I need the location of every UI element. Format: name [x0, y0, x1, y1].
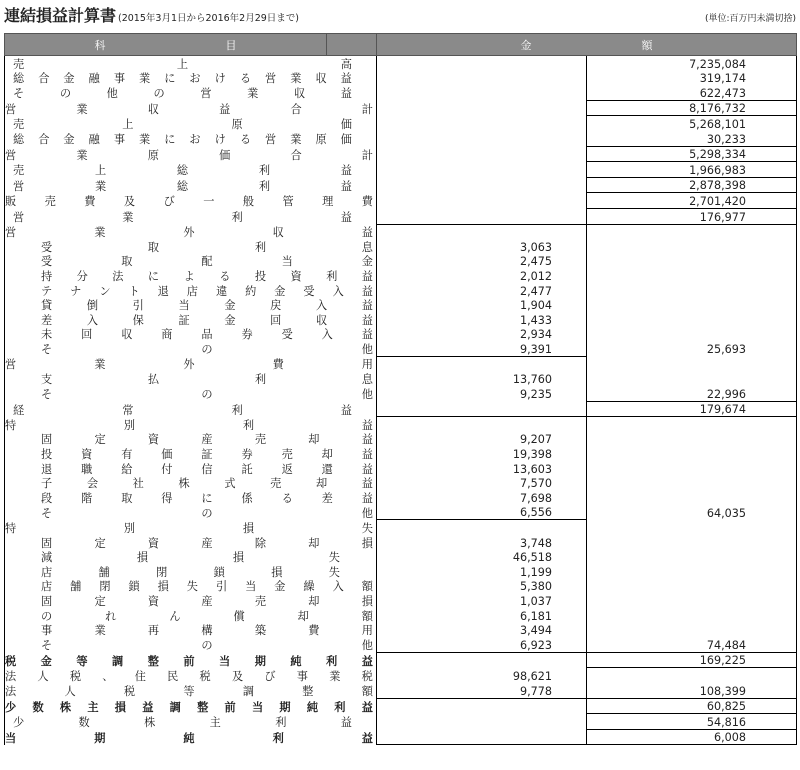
- line-amount-cell: [377, 162, 587, 178]
- table-row: [5, 341, 797, 356]
- line-amount-cell: 7,570: [377, 476, 587, 491]
- line-amount-cell: 1,904: [377, 298, 587, 313]
- total-amount-cell: [587, 432, 797, 447]
- table-row: [5, 668, 797, 683]
- unit-note: (単位:百万円未満切捨): [704, 14, 796, 24]
- row-label-cell: [5, 446, 377, 461]
- row-label-cell: [5, 100, 377, 116]
- row-label: 店 舗 閉 鎖 損 失 引 当 金 繰 入 額: [41, 580, 373, 594]
- table-row: [5, 608, 797, 623]
- row-label: 固 定 資 産 売 却 益: [41, 433, 373, 447]
- total-amount-cell: 74,484: [587, 637, 797, 652]
- row-label-cell: [5, 417, 377, 432]
- row-label: 税 金 等 調 整 前 当 期 純 利 益: [5, 654, 373, 668]
- table-header-row: [5, 34, 797, 56]
- row-label: 販 売 費 及 び 一 般 管 理 費: [5, 195, 373, 209]
- row-label-cell: [5, 193, 377, 209]
- table-row: [5, 85, 797, 100]
- table-row: [5, 623, 797, 638]
- line-amount-cell: [377, 652, 587, 668]
- row-label-cell: [5, 535, 377, 550]
- table-row: [5, 386, 797, 401]
- row-label: 営 業 外 費 用: [5, 358, 373, 372]
- fiscal-period: (2015年3月1日から2016年2月29日まで): [118, 13, 300, 24]
- table-row: [5, 177, 797, 193]
- table-row: [5, 131, 797, 146]
- row-label: 段 階 取 得 に 係 る 差 益: [41, 491, 373, 505]
- total-amount-cell: [587, 312, 797, 327]
- row-label: 店 舗 閉 鎖 損 失: [41, 565, 340, 579]
- line-amount-cell: 1,433: [377, 312, 587, 327]
- line-amount-cell: [377, 417, 587, 432]
- total-amount-cell: 25,693: [587, 341, 797, 356]
- row-label: 売 上 高: [13, 57, 352, 71]
- row-label: 売 上 原 価: [13, 117, 352, 131]
- row-label-cell: [5, 550, 377, 565]
- line-amount-cell: 5,380: [377, 579, 587, 594]
- line-amount-cell: 3,748: [377, 535, 587, 550]
- row-label-cell: [5, 239, 377, 254]
- total-amount-cell: 2,878,398: [587, 177, 797, 193]
- table-row: [5, 593, 797, 608]
- total-amount-cell: [587, 593, 797, 608]
- line-amount-cell: 13,603: [377, 461, 587, 476]
- table-row: [5, 327, 797, 342]
- total-amount-cell: [587, 298, 797, 313]
- row-label: 退 職 給 付 信 託 返 還 益: [41, 462, 373, 476]
- line-amount-cell: 2,012: [377, 268, 587, 283]
- row-label: テ ナ ン ト 退 店 違 約 金 受 入 益: [41, 284, 373, 298]
- row-label-cell: [5, 698, 377, 714]
- line-amount-cell: 9,391: [377, 341, 587, 356]
- total-amount-cell: [587, 461, 797, 476]
- row-label-cell: [5, 283, 377, 298]
- line-amount-cell: 19,398: [377, 446, 587, 461]
- table-body: [5, 56, 797, 745]
- total-amount-cell: [587, 490, 797, 505]
- row-label: そ の 他: [41, 388, 373, 402]
- row-label-cell: [5, 520, 377, 535]
- row-label: 経 常 利 益: [13, 403, 352, 417]
- row-label-cell: [5, 564, 377, 579]
- table-row: [5, 729, 797, 745]
- line-amount-cell: 1,199: [377, 564, 587, 579]
- row-label-cell: [5, 461, 377, 476]
- table-row: [5, 254, 797, 269]
- line-amount-cell: [377, 208, 587, 224]
- total-amount-cell: 7,235,084: [587, 56, 797, 71]
- total-amount-cell: [587, 550, 797, 565]
- row-label: 営 業 利 益: [13, 211, 352, 225]
- statement-title: [4, 3, 299, 26]
- row-label: 営 業 総 利 益: [13, 179, 352, 193]
- total-amount-cell: [587, 564, 797, 579]
- row-label-cell: [5, 85, 377, 100]
- row-label-cell: [5, 56, 377, 71]
- row-label-cell: [5, 386, 377, 401]
- total-amount-cell: 60,825: [587, 698, 797, 714]
- row-label-cell: [5, 254, 377, 269]
- table-row: [5, 564, 797, 579]
- table-row: [5, 714, 797, 730]
- table-row: [5, 401, 797, 417]
- statement-header: [4, 3, 796, 27]
- row-label: 売 上 総 利 益: [13, 164, 352, 178]
- row-label-cell: [5, 593, 377, 608]
- row-label: 当 期 純 利 益: [5, 731, 373, 745]
- line-amount-cell: 9,207: [377, 432, 587, 447]
- subject-column-header: 科 目: [5, 34, 327, 56]
- table-row: [5, 579, 797, 594]
- table-row: [5, 505, 797, 520]
- table-row: [5, 268, 797, 283]
- total-amount-cell: 108,399: [587, 683, 797, 698]
- table-row: [5, 698, 797, 714]
- total-amount-cell: [587, 283, 797, 298]
- total-amount-cell: [587, 268, 797, 283]
- row-label-cell: [5, 476, 377, 491]
- total-amount-cell: 2,701,420: [587, 193, 797, 209]
- table-row: [5, 490, 797, 505]
- line-amount-cell: [377, 224, 587, 239]
- row-label: 総 合 金 融 事 業 に お け る 営 業 原 価: [13, 133, 352, 147]
- row-label-cell: [5, 208, 377, 224]
- table-row: [5, 193, 797, 209]
- line-amount-cell: 6,923: [377, 637, 587, 652]
- total-amount-cell: 169,225: [587, 652, 797, 668]
- row-label-cell: [5, 623, 377, 638]
- row-label-cell: [5, 652, 377, 668]
- row-label: 特 別 利 益: [5, 418, 373, 432]
- row-label-cell: [5, 371, 377, 386]
- total-amount-cell: [587, 520, 797, 535]
- line-amount-cell: 6,556: [377, 505, 587, 520]
- row-label: 総 合 金 融 事 業 に お け る 営 業 収 益: [13, 72, 352, 86]
- line-amount-cell: [377, 100, 587, 116]
- total-amount-cell: [587, 608, 797, 623]
- line-amount-cell: 1,037: [377, 593, 587, 608]
- row-label-cell: [5, 146, 377, 162]
- row-label: そ の 他: [41, 639, 373, 653]
- line-amount-cell: 2,475: [377, 254, 587, 269]
- table-row: [5, 446, 797, 461]
- table-row: [5, 371, 797, 386]
- row-label: 営 業 収 益 合 計: [5, 102, 373, 116]
- row-label: そ の 他: [41, 506, 373, 520]
- table-row: [5, 520, 797, 535]
- row-label-cell: [5, 298, 377, 313]
- line-amount-cell: 6,181: [377, 608, 587, 623]
- total-amount-cell: [587, 356, 797, 371]
- row-label-cell: [5, 432, 377, 447]
- table-row: [5, 637, 797, 652]
- row-label-cell: [5, 714, 377, 730]
- total-amount-cell: [587, 476, 797, 491]
- line-amount-cell: 9,778: [377, 683, 587, 698]
- row-label: 子 会 社 株 式 売 却 益: [41, 477, 373, 491]
- table-row: [5, 683, 797, 698]
- table-row: [5, 550, 797, 565]
- total-amount-cell: 54,816: [587, 714, 797, 730]
- line-amount-cell: 3,494: [377, 623, 587, 638]
- row-label: 法 人 税 、 住 民 税 及 び 事 業 税: [5, 669, 373, 683]
- row-label: 事 業 再 構 築 費 用: [41, 624, 373, 638]
- table-row: [5, 417, 797, 432]
- title-text: 連結損益計算書: [4, 6, 117, 25]
- table-row: [5, 71, 797, 86]
- line-amount-cell: 98,621: [377, 668, 587, 683]
- row-label-cell: [5, 668, 377, 683]
- row-label: 支 払 利 息: [41, 373, 373, 387]
- table-row: [5, 224, 797, 239]
- line-amount-cell: [377, 714, 587, 730]
- line-amount-cell: 3,063: [377, 239, 587, 254]
- row-label-cell: [5, 312, 377, 327]
- total-amount-cell: 8,176,732: [587, 100, 797, 116]
- total-amount-cell: [587, 446, 797, 461]
- row-label-cell: [5, 729, 377, 745]
- line-amount-cell: [377, 729, 587, 745]
- table-row: [5, 652, 797, 668]
- row-label: そ の 他 の 営 業 収 益: [13, 87, 352, 101]
- line-amount-cell: 2,477: [377, 283, 587, 298]
- row-label-cell: [5, 401, 377, 417]
- row-label: 少 数 株 主 利 益: [13, 716, 352, 730]
- line-amount-cell: 2,934: [377, 327, 587, 342]
- total-amount-cell: [587, 254, 797, 269]
- row-label: 未 回 収 商 品 券 受 入 益: [41, 328, 373, 342]
- row-label-cell: [5, 341, 377, 356]
- total-amount-cell: [587, 579, 797, 594]
- row-label-cell: [5, 116, 377, 131]
- line-amount-cell: [377, 116, 587, 131]
- total-amount-cell: 30,233: [587, 131, 797, 146]
- line-amount-cell: 46,518: [377, 550, 587, 565]
- table-row: [5, 208, 797, 224]
- total-amount-cell: [587, 239, 797, 254]
- line-amount-cell: [377, 177, 587, 193]
- total-amount-cell: [587, 668, 797, 683]
- row-label-cell: [5, 131, 377, 146]
- line-amount-cell: [377, 520, 587, 535]
- row-label-cell: [5, 224, 377, 239]
- row-label-cell: [5, 683, 377, 698]
- total-amount-cell: 5,268,101: [587, 116, 797, 131]
- row-label-cell: [5, 490, 377, 505]
- row-label-cell: [5, 637, 377, 652]
- table-row: [5, 56, 797, 71]
- line-amount-cell: 7,698: [377, 490, 587, 505]
- table-row: [5, 356, 797, 371]
- total-amount-cell: 176,977: [587, 208, 797, 224]
- row-label: 特 別 損 失: [5, 522, 373, 535]
- row-label: 減 損 損 失: [41, 551, 340, 565]
- table-row: [5, 239, 797, 254]
- table-row: [5, 312, 797, 327]
- line-amount-cell: [377, 698, 587, 714]
- line-amount-cell: 9,235: [377, 386, 587, 401]
- row-label: 受 取 利 息: [41, 240, 373, 254]
- income-statement-table: [4, 33, 797, 745]
- row-label: 貸 倒 引 当 金 戻 入 益: [41, 299, 373, 313]
- table-row: [5, 476, 797, 491]
- row-label-cell: [5, 71, 377, 86]
- line-amount-cell: [377, 131, 587, 146]
- row-label: 法 人 税 等 調 整 額: [5, 685, 373, 699]
- table-row: [5, 146, 797, 162]
- total-amount-cell: 179,674: [587, 401, 797, 417]
- total-amount-cell: 622,473: [587, 85, 797, 100]
- row-label: 投 資 有 価 証 券 売 却 益: [41, 448, 373, 462]
- row-label-cell: [5, 608, 377, 623]
- line-amount-cell: [377, 356, 587, 371]
- row-label: の れ ん 償 却 額: [41, 609, 373, 623]
- row-label: 持 分 法 に よ る 投 資 利 益: [41, 269, 373, 283]
- total-amount-cell: [587, 327, 797, 342]
- row-label: 受 取 配 当 金: [41, 255, 373, 269]
- total-amount-cell: 319,174: [587, 71, 797, 86]
- table-row: [5, 116, 797, 131]
- row-label-cell: [5, 162, 377, 178]
- table-row: [5, 100, 797, 116]
- total-amount-cell: [587, 371, 797, 386]
- row-label: 固 定 資 産 除 却 損: [41, 536, 373, 550]
- total-amount-cell: [587, 535, 797, 550]
- table-row: [5, 298, 797, 313]
- total-amount-cell: 22,996: [587, 386, 797, 401]
- row-label: 営 業 外 収 益: [5, 226, 373, 240]
- row-label-cell: [5, 177, 377, 193]
- row-label-cell: [5, 356, 377, 371]
- table-row: [5, 162, 797, 178]
- row-label-cell: [5, 268, 377, 283]
- line-amount-cell: [377, 401, 587, 417]
- blank-column-header: [327, 34, 377, 56]
- table-row: [5, 432, 797, 447]
- table-row: [5, 461, 797, 476]
- total-amount-cell: 5,298,334: [587, 146, 797, 162]
- row-label: そ の 他: [41, 343, 373, 357]
- total-amount-cell: 6,008: [587, 729, 797, 745]
- row-label: 差 入 保 証 金 回 収 益: [41, 313, 373, 327]
- total-amount-cell: 1,966,983: [587, 162, 797, 178]
- total-amount-cell: [587, 417, 797, 432]
- table-row: [5, 535, 797, 550]
- total-amount-cell: 64,035: [587, 505, 797, 520]
- row-label-cell: [5, 327, 377, 342]
- row-label-cell: [5, 579, 377, 594]
- row-label: 営 業 原 価 合 計: [5, 148, 373, 162]
- table-row: [5, 283, 797, 298]
- line-amount-cell: [377, 85, 587, 100]
- total-amount-cell: [587, 224, 797, 239]
- line-amount-cell: [377, 56, 587, 71]
- row-label-cell: [5, 505, 377, 520]
- line-amount-cell: 13,760: [377, 371, 587, 386]
- total-amount-cell: [587, 623, 797, 638]
- amount-column-header: 金 額: [377, 34, 797, 56]
- line-amount-cell: [377, 193, 587, 209]
- row-label: 固 定 資 産 売 却 損: [41, 594, 373, 608]
- line-amount-cell: [377, 146, 587, 162]
- line-amount-cell: [377, 71, 587, 86]
- row-label: 少 数 株 主 損 益 調 整 前 当 期 純 利 益: [5, 700, 373, 714]
